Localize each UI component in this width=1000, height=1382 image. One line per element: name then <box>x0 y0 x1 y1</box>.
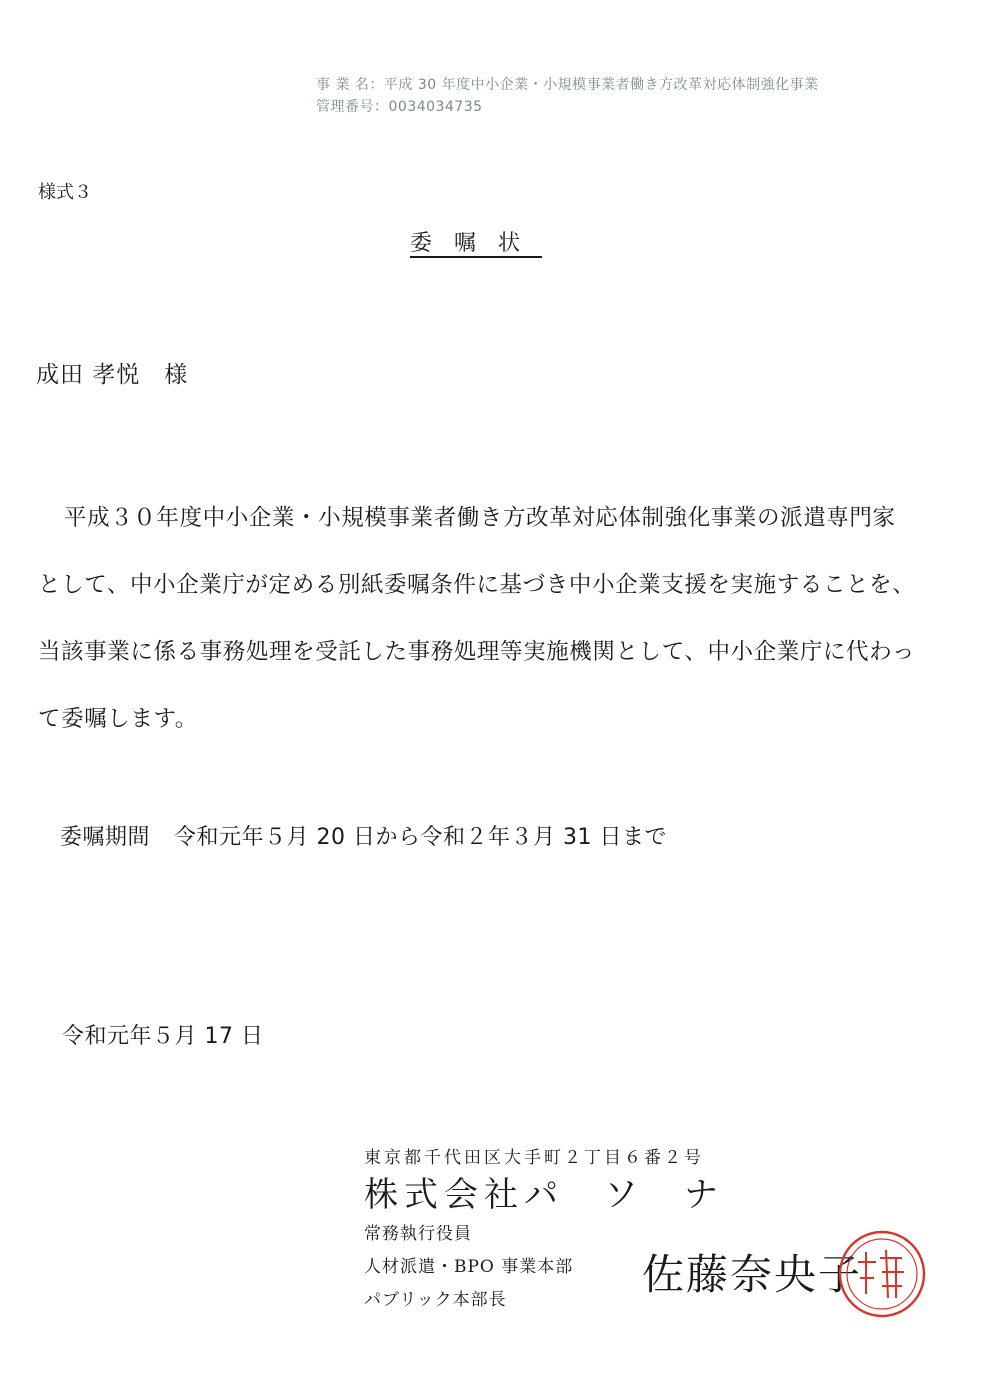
issuer-department: パブリック本部長 <box>364 1290 507 1310</box>
issuer-company: 株式会社パ ソ ナ <box>364 1175 724 1215</box>
commission-period <box>60 820 667 851</box>
recipient-name: 成田 孝悦 様 <box>36 362 189 388</box>
header-meta <box>316 74 819 118</box>
period-label: 委嘱期間 <box>60 825 151 850</box>
body-paragraph: 平成３０年度中小企業・小規模事業者働き方改革対応体制強化事業の派遣専門家として、中小企業庁が定める別紙委嘱条件に基づき中小企業支援を実施することを、当該事業に係る事務処理を受託した事務処理等実施機関として、中小企業庁に代わって委嘱します。 <box>38 505 916 732</box>
issue-date: 令和元年５月 17 日 <box>62 1024 264 1049</box>
project-line <box>316 74 819 96</box>
form-label: 様式３ <box>38 182 92 203</box>
period-value: 令和元年５月 20 日から令和２年３月 31 日まで <box>174 825 667 850</box>
issuer-division: 人材派遣・BPO 事業本部 <box>364 1257 574 1277</box>
management-label: 管理番号： <box>316 99 389 115</box>
management-line <box>316 96 819 118</box>
signer-name: 佐藤奈央子 <box>642 1250 863 1299</box>
company-seal-icon <box>836 1228 928 1320</box>
document-title: 委嘱状 <box>410 231 543 256</box>
project-label: 事 業 名： <box>316 77 384 93</box>
issuer-position: 常務執行役員 <box>364 1224 472 1244</box>
issuer-address: 東京都千代田区大手町２丁目６番２号 <box>364 1148 704 1168</box>
management-number: 0034034735 <box>388 99 483 115</box>
project-name: 平成 30 年度中小企業・小規模事業者働き方改革対応体制強化事業 <box>383 77 819 93</box>
